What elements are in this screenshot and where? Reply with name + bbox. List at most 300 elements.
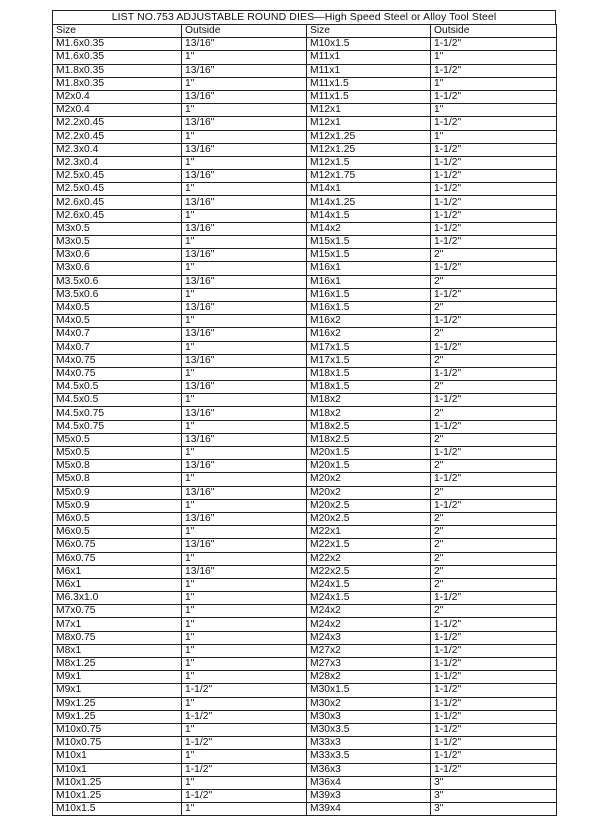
size-right-cell: M17x1.5 xyxy=(307,354,431,367)
outside-left-cell: 1-1/2" xyxy=(182,737,307,750)
size-right-cell: M11x1 xyxy=(307,64,431,77)
outside-right-cell: 1-1/2" xyxy=(431,341,557,354)
table-row xyxy=(53,776,557,789)
outside-left-cell: 1-1/2" xyxy=(182,763,307,776)
table-row xyxy=(53,170,557,183)
table-row xyxy=(53,789,557,802)
outside-left-cell: 13/16" xyxy=(182,64,307,77)
size-left-cell: M6x1 xyxy=(53,578,182,591)
outside-right-cell: 1-1/2" xyxy=(431,737,557,750)
outside-left-cell: 1" xyxy=(182,473,307,486)
size-left-cell: M5x0.5 xyxy=(53,433,182,446)
size-left-cell: M4x0.7 xyxy=(53,328,182,341)
size-right-cell: M18x2 xyxy=(307,394,431,407)
size-right-cell: M22x1 xyxy=(307,526,431,539)
outside-right-cell: 1-1/2" xyxy=(431,90,557,103)
table-row xyxy=(53,77,557,90)
outside-right-cell: 1" xyxy=(431,51,557,64)
outside-left-cell: 1" xyxy=(182,156,307,169)
outside-left-cell: 1" xyxy=(182,697,307,710)
outside-right-cell: 1-1/2" xyxy=(431,723,557,736)
size-right-cell: M12x1.25 xyxy=(307,143,431,156)
size-right-cell: M30x1.5 xyxy=(307,684,431,697)
size-left-cell: M6x0.5 xyxy=(53,512,182,525)
size-left-cell: M9x1 xyxy=(53,684,182,697)
table-row xyxy=(53,196,557,209)
table-row xyxy=(53,90,557,103)
table-row xyxy=(53,209,557,222)
outside-right-cell: 1-1/2" xyxy=(431,236,557,249)
outside-left-cell: 1" xyxy=(182,631,307,644)
outside-left-cell: 1" xyxy=(182,183,307,196)
outside-right-cell: 2" xyxy=(431,381,557,394)
table-row xyxy=(53,737,557,750)
size-left-cell: M3.5x0.6 xyxy=(53,288,182,301)
outside-left-cell: 1" xyxy=(182,315,307,328)
table-row xyxy=(53,473,557,486)
outside-left-cell: 1" xyxy=(182,130,307,143)
outside-left-cell: 1" xyxy=(182,367,307,380)
size-left-cell: M9x1.25 xyxy=(53,697,182,710)
size-right-cell: M22x2.5 xyxy=(307,565,431,578)
outside-left-cell: 1" xyxy=(182,341,307,354)
outside-right-cell: 2" xyxy=(431,407,557,420)
outside-left-cell: 1" xyxy=(182,723,307,736)
table-row xyxy=(53,262,557,275)
page-title: LIST NO.753 ADJUSTABLE ROUND DIES—High Speed Steel or Alloy Tool Steel xyxy=(52,10,556,24)
document xyxy=(52,10,556,816)
table-row xyxy=(53,671,557,684)
size-right-cell: M12x1.5 xyxy=(307,156,431,169)
outside-left-cell: 13/16" xyxy=(182,460,307,473)
outside-left-cell: 1" xyxy=(182,671,307,684)
outside-left-cell: 13/16" xyxy=(182,143,307,156)
table-row xyxy=(53,301,557,314)
table-row xyxy=(53,420,557,433)
size-left-cell: M4x0.7 xyxy=(53,341,182,354)
size-left-cell: M2.3x0.4 xyxy=(53,156,182,169)
table-row xyxy=(53,117,557,130)
table-row xyxy=(53,222,557,235)
table-row xyxy=(53,104,557,117)
table-row xyxy=(53,539,557,552)
outside-left-cell: 1" xyxy=(182,658,307,671)
outside-right-cell: 2" xyxy=(431,249,557,262)
outside-left-cell: 1-1/2" xyxy=(182,789,307,802)
size-right-cell: M14x2 xyxy=(307,222,431,235)
outside-left-cell: 1" xyxy=(182,526,307,539)
size-left-cell: M10x1 xyxy=(53,750,182,763)
size-left-cell: M3x0.5 xyxy=(53,236,182,249)
size-left-cell: M1.6x0.35 xyxy=(53,38,182,51)
outside-right-cell: 1-1/2" xyxy=(431,209,557,222)
size-left-cell: M7x0.75 xyxy=(53,605,182,618)
outside-left-cell: 1" xyxy=(182,236,307,249)
outside-right-cell: 1-1/2" xyxy=(431,499,557,512)
size-right-cell: M16x2 xyxy=(307,315,431,328)
header-outside-right: Outside xyxy=(431,25,557,38)
size-right-cell: M18x2.5 xyxy=(307,420,431,433)
outside-right-cell: 1-1/2" xyxy=(431,763,557,776)
outside-left-cell: 13/16" xyxy=(182,354,307,367)
table-row xyxy=(53,486,557,499)
table-row xyxy=(53,51,557,64)
size-right-cell: M36x3 xyxy=(307,763,431,776)
outside-right-cell: 1-1/2" xyxy=(431,170,557,183)
size-right-cell: M11x1 xyxy=(307,51,431,64)
outside-right-cell: 2" xyxy=(431,328,557,341)
size-right-cell: M39x4 xyxy=(307,803,431,816)
size-left-cell: M10x1.25 xyxy=(53,776,182,789)
outside-left-cell: 1" xyxy=(182,618,307,631)
size-left-cell: M2.6x0.45 xyxy=(53,209,182,222)
size-left-cell: M2.6x0.45 xyxy=(53,196,182,209)
outside-left-cell: 1" xyxy=(182,394,307,407)
size-right-cell: M12x1.75 xyxy=(307,170,431,183)
outside-right-cell: 2" xyxy=(431,565,557,578)
size-left-cell: M8x1 xyxy=(53,644,182,657)
size-right-cell: M18x2.5 xyxy=(307,433,431,446)
size-right-cell: M30x2 xyxy=(307,697,431,710)
table-row xyxy=(53,275,557,288)
size-left-cell: M1.8x0.35 xyxy=(53,77,182,90)
size-left-cell: M2x0.4 xyxy=(53,104,182,117)
outside-right-cell: 1-1/2" xyxy=(431,38,557,51)
size-right-cell: M18x1.5 xyxy=(307,381,431,394)
outside-right-cell: 1-1/2" xyxy=(431,592,557,605)
outside-left-cell: 1" xyxy=(182,578,307,591)
outside-left-cell: 13/16" xyxy=(182,170,307,183)
table-row xyxy=(53,710,557,723)
outside-left-cell: 13/16" xyxy=(182,301,307,314)
outside-right-cell: 1-1/2" xyxy=(431,394,557,407)
table-row xyxy=(53,354,557,367)
table-row xyxy=(53,64,557,77)
size-left-cell: M9x1.25 xyxy=(53,710,182,723)
outside-right-cell: 1-1/2" xyxy=(431,143,557,156)
outside-left-cell: 1" xyxy=(182,77,307,90)
size-right-cell: M15x1.5 xyxy=(307,249,431,262)
outside-right-cell: 1-1/2" xyxy=(431,262,557,275)
size-right-cell: M27x2 xyxy=(307,644,431,657)
size-left-cell: M3x0.5 xyxy=(53,222,182,235)
outside-left-cell: 1" xyxy=(182,644,307,657)
outside-left-cell: 13/16" xyxy=(182,249,307,262)
table-row xyxy=(53,578,557,591)
size-right-cell: M17x1.5 xyxy=(307,341,431,354)
table-row xyxy=(53,341,557,354)
size-right-cell: M20x1.5 xyxy=(307,460,431,473)
size-right-cell: M16x2 xyxy=(307,328,431,341)
dies-table xyxy=(52,24,557,816)
outside-right-cell: 1-1/2" xyxy=(431,684,557,697)
table-row xyxy=(53,315,557,328)
outside-left-cell: 1" xyxy=(182,447,307,460)
outside-right-cell: 1-1/2" xyxy=(431,671,557,684)
size-left-cell: M10x0.75 xyxy=(53,723,182,736)
table-row xyxy=(53,156,557,169)
size-left-cell: M3x0.6 xyxy=(53,262,182,275)
size-left-cell: M5x0.8 xyxy=(53,460,182,473)
size-right-cell: M20x2.5 xyxy=(307,499,431,512)
table-row xyxy=(53,381,557,394)
size-left-cell: M8x0.75 xyxy=(53,631,182,644)
outside-left-cell: 1" xyxy=(182,288,307,301)
size-left-cell: M10x0.75 xyxy=(53,737,182,750)
size-left-cell: M7x1 xyxy=(53,618,182,631)
size-right-cell: M12x1.25 xyxy=(307,130,431,143)
size-left-cell: M3x0.6 xyxy=(53,249,182,262)
outside-right-cell: 2" xyxy=(431,354,557,367)
outside-right-cell: 1-1/2" xyxy=(431,658,557,671)
size-right-cell: M30x3.5 xyxy=(307,723,431,736)
header-size-right: Size xyxy=(307,25,431,38)
outside-left-cell: 1" xyxy=(182,262,307,275)
size-right-cell: M12x1 xyxy=(307,104,431,117)
size-left-cell: M4x0.5 xyxy=(53,315,182,328)
outside-right-cell: 1-1/2" xyxy=(431,644,557,657)
outside-left-cell: 1" xyxy=(182,499,307,512)
size-right-cell: M36x4 xyxy=(307,776,431,789)
table-row xyxy=(53,658,557,671)
outside-right-cell: 1" xyxy=(431,77,557,90)
table-row xyxy=(53,367,557,380)
table-row xyxy=(53,631,557,644)
outside-right-cell: 1-1/2" xyxy=(431,420,557,433)
size-left-cell: M10x1.25 xyxy=(53,789,182,802)
size-right-cell: M33x3 xyxy=(307,737,431,750)
table-row xyxy=(53,394,557,407)
size-right-cell: M12x1 xyxy=(307,117,431,130)
table-row xyxy=(53,38,557,51)
size-left-cell: M4.5x0.5 xyxy=(53,394,182,407)
outside-right-cell: 1-1/2" xyxy=(431,618,557,631)
outside-right-cell: 1-1/2" xyxy=(431,288,557,301)
outside-left-cell: 1" xyxy=(182,750,307,763)
outside-right-cell: 1-1/2" xyxy=(431,750,557,763)
outside-right-cell: 2" xyxy=(431,460,557,473)
size-right-cell: M11x1.5 xyxy=(307,77,431,90)
outside-left-cell: 1" xyxy=(182,592,307,605)
size-left-cell: M2x0.4 xyxy=(53,90,182,103)
size-right-cell: M28x2 xyxy=(307,671,431,684)
outside-right-cell: 1" xyxy=(431,130,557,143)
size-left-cell: M4x0.75 xyxy=(53,367,182,380)
table-row xyxy=(53,499,557,512)
outside-right-cell: 1-1/2" xyxy=(431,156,557,169)
outside-left-cell: 1" xyxy=(182,776,307,789)
outside-left-cell: 13/16" xyxy=(182,275,307,288)
header-size-left: Size xyxy=(53,25,182,38)
table-row xyxy=(53,143,557,156)
outside-right-cell: 1-1/2" xyxy=(431,631,557,644)
table-body xyxy=(53,25,557,816)
table-row xyxy=(53,644,557,657)
size-left-cell: M4.5x0.5 xyxy=(53,381,182,394)
outside-left-cell: 1" xyxy=(182,209,307,222)
outside-left-cell: 1" xyxy=(182,104,307,117)
table-row xyxy=(53,697,557,710)
outside-left-cell: 1" xyxy=(182,605,307,618)
outside-left-cell: 1" xyxy=(182,803,307,816)
outside-right-cell: 2" xyxy=(431,526,557,539)
size-left-cell: M6x0.75 xyxy=(53,552,182,565)
size-right-cell: M24x1.5 xyxy=(307,578,431,591)
size-left-cell: M2.3x0.4 xyxy=(53,143,182,156)
size-right-cell: M16x1.5 xyxy=(307,301,431,314)
outside-right-cell: 1-1/2" xyxy=(431,315,557,328)
outside-left-cell: 13/16" xyxy=(182,486,307,499)
size-right-cell: M30x3 xyxy=(307,710,431,723)
size-left-cell: M2.2x0.45 xyxy=(53,117,182,130)
outside-right-cell: 1-1/2" xyxy=(431,183,557,196)
outside-right-cell: 2" xyxy=(431,578,557,591)
outside-right-cell: 2" xyxy=(431,552,557,565)
outside-right-cell: 2" xyxy=(431,433,557,446)
outside-left-cell: 13/16" xyxy=(182,328,307,341)
outside-right-cell: 2" xyxy=(431,605,557,618)
table-row xyxy=(53,407,557,420)
size-right-cell: M24x1.5 xyxy=(307,592,431,605)
size-right-cell: M15x1.5 xyxy=(307,236,431,249)
size-left-cell: M5x0.9 xyxy=(53,486,182,499)
outside-left-cell: 13/16" xyxy=(182,381,307,394)
size-left-cell: M5x0.5 xyxy=(53,447,182,460)
outside-right-cell: 1" xyxy=(431,104,557,117)
outside-left-cell: 13/16" xyxy=(182,407,307,420)
size-left-cell: M6.3x1.0 xyxy=(53,592,182,605)
outside-left-cell: 1" xyxy=(182,420,307,433)
size-right-cell: M27x3 xyxy=(307,658,431,671)
outside-right-cell: 1-1/2" xyxy=(431,64,557,77)
size-right-cell: M24x2 xyxy=(307,618,431,631)
outside-right-cell: 1-1/2" xyxy=(431,222,557,235)
outside-left-cell: 1-1/2" xyxy=(182,684,307,697)
size-left-cell: M5x0.8 xyxy=(53,473,182,486)
size-left-cell: M5x0.9 xyxy=(53,499,182,512)
size-right-cell: M20x2.5 xyxy=(307,512,431,525)
size-right-cell: M10x1.5 xyxy=(307,38,431,51)
table-row xyxy=(53,130,557,143)
outside-right-cell: 1-1/2" xyxy=(431,367,557,380)
size-left-cell: M2.5x0.45 xyxy=(53,170,182,183)
table-row xyxy=(53,460,557,473)
table-row xyxy=(53,526,557,539)
outside-left-cell: 13/16" xyxy=(182,90,307,103)
table-row xyxy=(53,618,557,631)
outside-right-cell: 2" xyxy=(431,301,557,314)
outside-left-cell: 13/16" xyxy=(182,117,307,130)
table-row xyxy=(53,592,557,605)
size-right-cell: M14x1.25 xyxy=(307,196,431,209)
outside-left-cell: 13/16" xyxy=(182,38,307,51)
table-row xyxy=(53,236,557,249)
size-left-cell: M4.5x0.75 xyxy=(53,407,182,420)
outside-left-cell: 1" xyxy=(182,51,307,64)
outside-left-cell: 13/16" xyxy=(182,433,307,446)
outside-left-cell: 13/16" xyxy=(182,539,307,552)
size-right-cell: M39x3 xyxy=(307,789,431,802)
outside-right-cell: 3" xyxy=(431,803,557,816)
table-row xyxy=(53,249,557,262)
outside-right-cell: 1-1/2" xyxy=(431,196,557,209)
size-left-cell: M2.5x0.45 xyxy=(53,183,182,196)
size-left-cell: M9x1 xyxy=(53,671,182,684)
size-right-cell: M18x2 xyxy=(307,407,431,420)
outside-right-cell: 1-1/2" xyxy=(431,447,557,460)
outside-left-cell: 13/16" xyxy=(182,565,307,578)
table-row xyxy=(53,750,557,763)
size-right-cell: M20x2 xyxy=(307,473,431,486)
size-right-cell: M20x2 xyxy=(307,486,431,499)
table-row xyxy=(53,433,557,446)
size-left-cell: M4x0.75 xyxy=(53,354,182,367)
size-right-cell: M14x1.5 xyxy=(307,209,431,222)
outside-left-cell: 13/16" xyxy=(182,512,307,525)
size-left-cell: M4x0.5 xyxy=(53,301,182,314)
size-left-cell: M4.5x0.75 xyxy=(53,420,182,433)
table-row xyxy=(53,328,557,341)
size-left-cell: M6x1 xyxy=(53,565,182,578)
size-right-cell: M18x1.5 xyxy=(307,367,431,380)
outside-right-cell: 1-1/2" xyxy=(431,710,557,723)
table-row xyxy=(53,763,557,776)
outside-right-cell: 2" xyxy=(431,539,557,552)
outside-left-cell: 1" xyxy=(182,552,307,565)
size-left-cell: M1.6x0.35 xyxy=(53,51,182,64)
size-right-cell: M33x3.5 xyxy=(307,750,431,763)
table-row xyxy=(53,512,557,525)
size-right-cell: M16x1 xyxy=(307,262,431,275)
size-right-cell: M20x1.5 xyxy=(307,447,431,460)
table-row xyxy=(53,183,557,196)
size-left-cell: M1.8x0.35 xyxy=(53,64,182,77)
size-right-cell: M11x1.5 xyxy=(307,90,431,103)
size-left-cell: M2.2x0.45 xyxy=(53,130,182,143)
size-right-cell: M22x2 xyxy=(307,552,431,565)
outside-right-cell: 1-1/2" xyxy=(431,117,557,130)
size-left-cell: M10x1 xyxy=(53,763,182,776)
table-row xyxy=(53,552,557,565)
header-outside-left: Outside xyxy=(182,25,307,38)
table-row xyxy=(53,605,557,618)
outside-left-cell: 13/16" xyxy=(182,222,307,235)
size-left-cell: M10x1.5 xyxy=(53,803,182,816)
table-row xyxy=(53,288,557,301)
size-right-cell: M14x1 xyxy=(307,183,431,196)
size-left-cell: M3.5x0.6 xyxy=(53,275,182,288)
table-row xyxy=(53,684,557,697)
outside-right-cell: 1-1/2" xyxy=(431,697,557,710)
table-row xyxy=(53,565,557,578)
outside-left-cell: 1-1/2" xyxy=(182,710,307,723)
table-row xyxy=(53,447,557,460)
table-row xyxy=(53,723,557,736)
table-row xyxy=(53,803,557,816)
size-right-cell: M16x1 xyxy=(307,275,431,288)
size-right-cell: M22x1.5 xyxy=(307,539,431,552)
outside-right-cell: 3" xyxy=(431,789,557,802)
outside-right-cell: 2" xyxy=(431,486,557,499)
outside-right-cell: 1-1/2" xyxy=(431,473,557,486)
outside-right-cell: 2" xyxy=(431,512,557,525)
size-left-cell: M6x0.5 xyxy=(53,526,182,539)
table-header-row xyxy=(53,25,557,38)
size-left-cell: M8x1.25 xyxy=(53,658,182,671)
size-left-cell: M6x0.75 xyxy=(53,539,182,552)
size-right-cell: M24x3 xyxy=(307,631,431,644)
outside-left-cell: 13/16" xyxy=(182,196,307,209)
